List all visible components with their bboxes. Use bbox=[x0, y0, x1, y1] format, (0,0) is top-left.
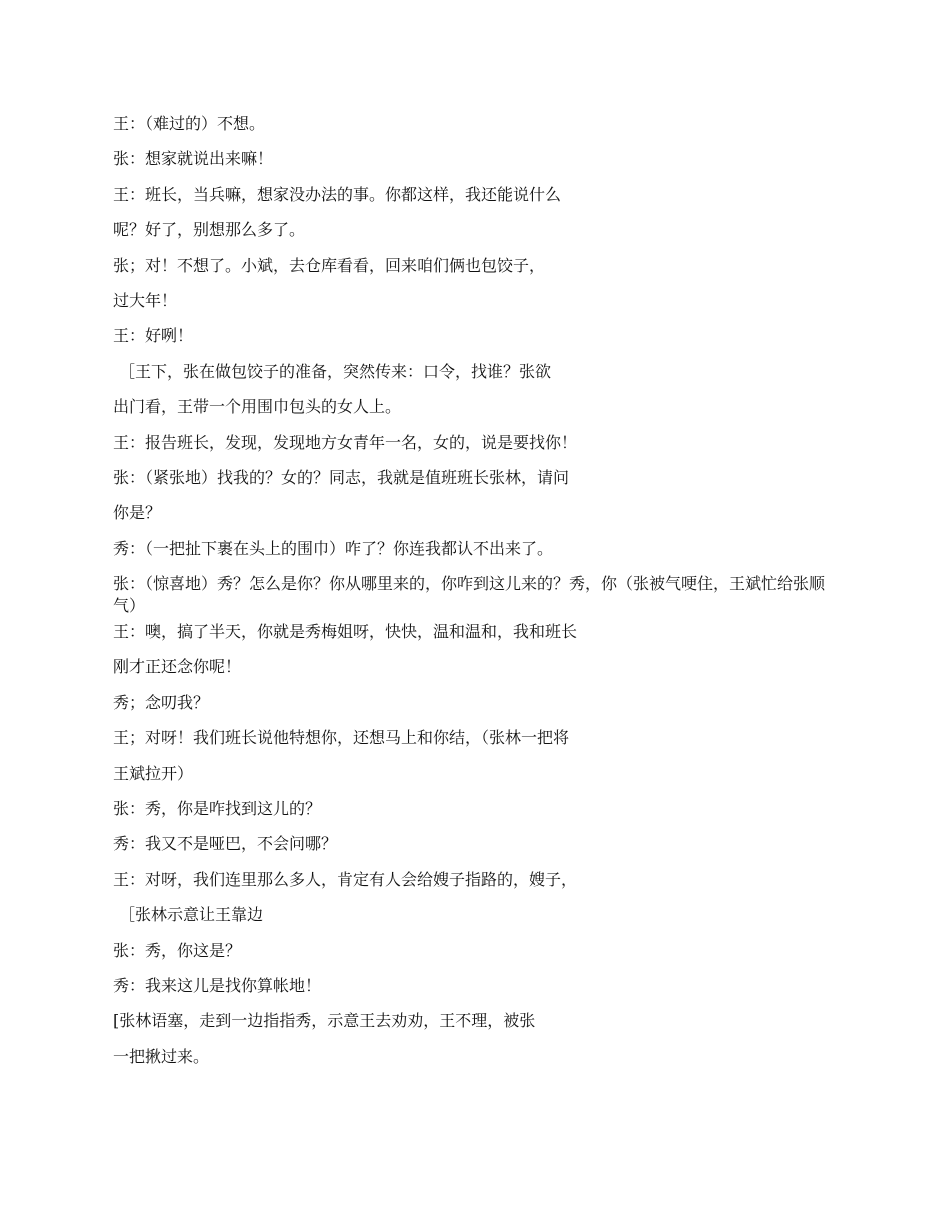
script-line: 张：秀，你是咋找到这儿的？ bbox=[113, 799, 322, 819]
script-line: 秀；念叨我？ bbox=[113, 692, 210, 712]
stage-direction: ［张林示意让王靠边 bbox=[119, 905, 264, 925]
script-line: 呢？好了，别想那么多了。 bbox=[113, 220, 306, 240]
script-line: 王斌拉开） bbox=[113, 763, 194, 783]
script-line: 秀：我又不是哑巴，不会问哪？ bbox=[113, 834, 338, 854]
script-line: 张：想家就说出来嘛！ bbox=[113, 149, 274, 169]
stage-direction: 出门看，王带一个用围巾包头的女人上。 bbox=[113, 397, 402, 417]
script-line: 刚才正还念你呢！ bbox=[113, 657, 242, 677]
script-line: 王：（难过的）不想。 bbox=[113, 114, 266, 133]
script-line: 王：好咧！ bbox=[113, 326, 194, 346]
script-line: 秀：（一把扯下裹在头上的围巾）咋了？你连我都认不出来了。 bbox=[113, 538, 554, 558]
script-line: 王：班长，当兵嘛，想家没办法的事。你都这样，我还能说什么 bbox=[113, 184, 562, 204]
script-line: 过大年！ bbox=[113, 290, 178, 310]
script-line: 张：（紧张地）找我的？女的？同志，我就是值班班长张林，请问 bbox=[113, 467, 570, 487]
script-line: 秀：我来这儿是找你算帐地！ bbox=[113, 975, 322, 995]
script-line: 张；对！不想了。小斌，去仓库看看，回来咱们俩也包饺子， bbox=[113, 255, 546, 275]
stage-direction: 一把揪过来。 bbox=[113, 1046, 210, 1066]
script-line: 王：噢，搞了半天，你就是秀梅姐呀，快快，温和温和，我和班长 bbox=[113, 622, 578, 642]
stage-direction: [张林语塞，走到一边指指秀，示意王去劝劝，王不理，被张 bbox=[113, 1011, 536, 1031]
script-line: 张：秀，你这是？ bbox=[113, 940, 242, 960]
script-line: 王：对呀，我们连里那么多人，肯定有人会给嫂子指路的，嫂子， bbox=[113, 869, 578, 889]
script-line: 你是？ bbox=[113, 503, 162, 523]
script-body bbox=[113, 110, 833, 1078]
script-line: 王；对呀！我们班长说他特想你，还想马上和你结，（张林一把将 bbox=[113, 728, 570, 748]
script-line: 王：报告班长，发现，发现地方女青年一名，女的，说是要找你！ bbox=[113, 432, 578, 452]
script-paragraph: 张：（惊喜地）秀？怎么是你？你从哪里来的，你咋到这儿来的？秀，你（张被气哽住，王斌忙给张顺气） bbox=[113, 574, 826, 616]
stage-direction: ［王下，张在做包饺子的准备，突然传来：口令，找谁？张欲 bbox=[119, 361, 552, 381]
